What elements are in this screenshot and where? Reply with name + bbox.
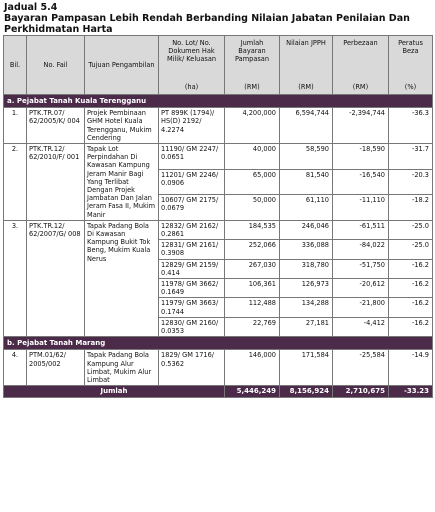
beza-cell: -4,412	[333, 317, 389, 336]
lot-doc-cell: 11190/ GM 2247/ 0.0651	[159, 144, 225, 170]
section-label: b. Pejabat Tanah Marang	[4, 337, 433, 350]
fail-cell: PTK.TR.07/ 62/2005/K/ 004	[27, 108, 85, 144]
lot-doc-cell: PT 899K (1794)/ HS(D) 2192/ 4.2274	[159, 108, 225, 144]
col-beza: Perbezaan (RM)	[333, 36, 389, 95]
bayaran-cell: 4,200,000	[225, 108, 280, 144]
peratus-cell: -16.2	[389, 259, 433, 278]
col-bayaran: Jumlah Bayaran Pampasan (RM)	[225, 36, 280, 95]
tujuan-cell: Tapak Padang Bola Di Kawasan Kampung Bukit Tok Beng, Mukim Kuala Nerus	[85, 220, 159, 336]
col-peratus: Peratus Beza (%)	[389, 36, 433, 95]
bayaran-cell: 146,000	[225, 350, 280, 386]
total-nilaian: 8,156,924	[280, 386, 333, 397]
fail-cell: PTK.TR.12/ 62/2010/F/ 001	[27, 144, 85, 221]
nilaian-cell: 6,594,744	[280, 108, 333, 144]
peratus-cell: -16.2	[389, 317, 433, 336]
peratus-cell: -18.2	[389, 195, 433, 221]
nilaian-cell: 81,540	[280, 169, 333, 195]
peratus-cell: -16.2	[389, 279, 433, 298]
total-row	[4, 386, 433, 397]
bayaran-cell: 65,000	[225, 169, 280, 195]
bil-cell: 4.	[4, 350, 27, 386]
nilaian-cell: 246,046	[280, 220, 333, 239]
beza-cell: -18,590	[333, 144, 389, 170]
peratus-cell: -14.9	[389, 350, 433, 386]
peratus-cell: -20.3	[389, 169, 433, 195]
bayaran-cell: 106,361	[225, 279, 280, 298]
bayaran-cell: 112,488	[225, 298, 280, 317]
total-label: Jumlah	[4, 386, 225, 397]
table-number: Jadual 5.4	[4, 2, 58, 13]
beza-cell: -20,612	[333, 279, 389, 298]
col-nilaian: Nilaian JPPH (RM)	[280, 36, 333, 95]
total-peratus: -33.23	[389, 386, 433, 397]
lot-doc-cell: 11978/ GM 3662/ 0.1649	[159, 279, 225, 298]
section-label: a. Pejabat Tanah Kuala Terengganu	[4, 95, 433, 108]
beza-cell: -84,022	[333, 240, 389, 259]
table-caption	[0, 0, 435, 35]
beza-cell: -2,394,744	[333, 108, 389, 144]
peratus-cell: -36.3	[389, 108, 433, 144]
compensation-table	[3, 35, 433, 398]
section-header-row	[4, 337, 433, 350]
nilaian-cell: 318,780	[280, 259, 333, 278]
table-row	[4, 350, 433, 386]
lot-doc-cell: 12832/ GM 2162/ 0.2861	[159, 220, 225, 239]
col-lot: No. Lot/ No. Dokumen Hak Milik/ Keluasan (ha)	[159, 36, 225, 95]
bayaran-cell: 22,769	[225, 317, 280, 336]
bayaran-cell: 267,030	[225, 259, 280, 278]
fail-cell: PTK.TR.12/ 62/2007/G/ 008	[27, 220, 85, 336]
beza-cell: -25,584	[333, 350, 389, 386]
lot-doc-cell: 10607/ GM 2175/ 0.0679	[159, 195, 225, 221]
peratus-cell: -25.0	[389, 240, 433, 259]
lot-doc-cell: 12831/ GM 2161/ 0.3908	[159, 240, 225, 259]
bil-cell: 1.	[4, 108, 27, 144]
table-row	[4, 108, 433, 144]
nilaian-cell: 61,110	[280, 195, 333, 221]
nilaian-cell: 171,584	[280, 350, 333, 386]
bayaran-cell: 40,000	[225, 144, 280, 170]
col-tujuan: Tujuan Pengambilan	[85, 36, 159, 95]
nilaian-cell: 58,590	[280, 144, 333, 170]
peratus-cell: -16.2	[389, 298, 433, 317]
header-row	[4, 36, 433, 95]
nilaian-cell: 126,973	[280, 279, 333, 298]
beza-cell: -51,750	[333, 259, 389, 278]
table-row	[4, 144, 433, 170]
lot-doc-cell: 12829/ GM 2159/ 0.414	[159, 259, 225, 278]
bayaran-cell: 50,000	[225, 195, 280, 221]
nilaian-cell: 27,181	[280, 317, 333, 336]
nilaian-cell: 336,088	[280, 240, 333, 259]
nilaian-cell: 134,288	[280, 298, 333, 317]
peratus-cell: -25.0	[389, 220, 433, 239]
table-row	[4, 220, 433, 239]
beza-cell: -61,511	[333, 220, 389, 239]
col-bil: Bil.	[4, 36, 27, 95]
lot-doc-cell: 11979/ GM 3663/ 0.1744	[159, 298, 225, 317]
table-title: Bayaran Pampasan Lebih Rendah Berbanding Nilaian Jabatan Penilaian Dan Perkhidmatan Harta	[4, 13, 410, 35]
col-fail: No. Fail	[27, 36, 85, 95]
tujuan-cell: Projek Pembinaan GHM Hotel Kuala Terengganu, Mukim Cendering	[85, 108, 159, 144]
total-beza: 2,710,675	[333, 386, 389, 397]
total-bayaran: 5,446,249	[225, 386, 280, 397]
beza-cell: -21,800	[333, 298, 389, 317]
beza-cell: -16,540	[333, 169, 389, 195]
bayaran-cell: 252,066	[225, 240, 280, 259]
tujuan-cell: Tapak Lot Perpindahan Di Kawasan Kampung Jeram Manir Bagi Yang Terlibat Dengan Projek Jambatan Dan Jalan Jeram Fasa II, Mukim Manir	[85, 144, 159, 221]
bil-cell: 2.	[4, 144, 27, 221]
tujuan-cell: Tapak Padang Bola Kampung Alur Limbat, Mukim Alur Limbat	[85, 350, 159, 386]
peratus-cell: -31.7	[389, 144, 433, 170]
lot-doc-cell: 1829/ GM 1716/ 0.5362	[159, 350, 225, 386]
bayaran-cell: 184,535	[225, 220, 280, 239]
lot-doc-cell: 12830/ GM 2160/ 0.0353	[159, 317, 225, 336]
fail-cell: PTM.01/62/ 2005/002	[27, 350, 85, 386]
bil-cell: 3.	[4, 220, 27, 336]
lot-doc-cell: 11201/ GM 2246/ 0.0906	[159, 169, 225, 195]
beza-cell: -11,110	[333, 195, 389, 221]
section-header-row	[4, 95, 433, 108]
